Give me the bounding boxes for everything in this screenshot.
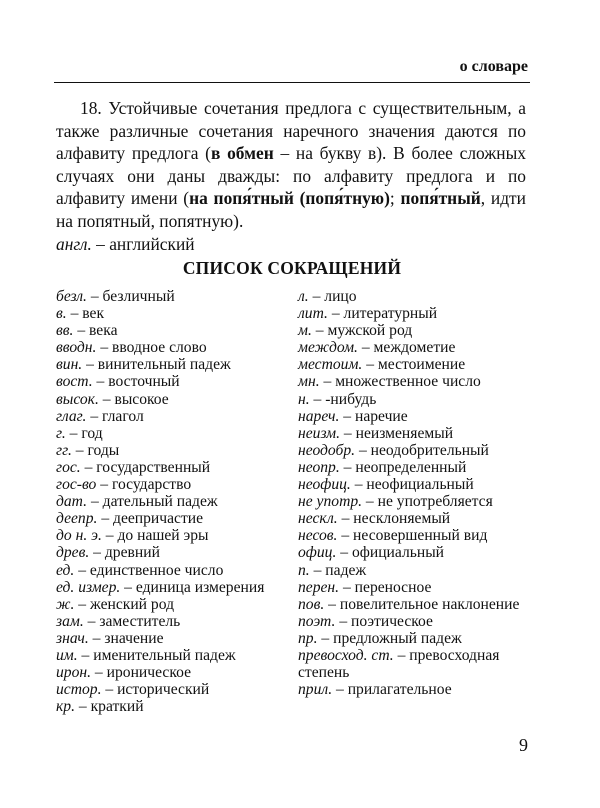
abbreviation-entry xyxy=(56,339,288,356)
abbreviation-definition: – несклоняемый xyxy=(337,510,451,528)
abbreviation-definition: – неопределенный xyxy=(339,458,467,476)
abbreviation-entry xyxy=(298,647,530,681)
abbreviation-definition: – государственный xyxy=(80,458,211,476)
abbreviation-entry xyxy=(298,373,530,390)
abbreviation-definition: – единственное число xyxy=(74,561,224,579)
abbreviation-term: ирон. xyxy=(56,664,92,682)
abbreviation-definition: – не употребляется xyxy=(362,493,493,511)
abbreviation-entry xyxy=(56,356,288,373)
abbreviation-definition: – несовершенный вид xyxy=(337,527,488,545)
abbreviation-entry xyxy=(298,476,530,493)
abbreviation-entry xyxy=(56,681,288,698)
para-abbr-def: – английский xyxy=(91,233,195,254)
abbreviation-entry xyxy=(56,408,288,425)
abbreviation-entry xyxy=(298,510,530,527)
para-text-2: – на букву в). В более сложных случаях они даны дважды: по алфавиту предлога и по алфавиту имени ( xyxy=(56,143,526,209)
abbreviation-entry xyxy=(56,562,288,579)
abbreviation-term: гос. xyxy=(56,458,81,476)
abbreviation-term: несов. xyxy=(298,527,338,545)
section-title: СПИСОК СОКРАЩЕНИЙ xyxy=(182,258,402,278)
abbreviation-entry xyxy=(298,442,530,459)
abbreviation-term: неофиц. xyxy=(298,476,351,494)
abbreviation-term: древ. xyxy=(56,544,90,562)
abbreviation-term: г. xyxy=(56,424,66,442)
abbreviation-term: офиц. xyxy=(298,544,337,562)
abbreviation-definition: – века xyxy=(73,322,118,340)
abbreviation-entry xyxy=(298,459,530,476)
para-text-4: , идти на попятный, попятную). xyxy=(56,188,526,231)
abbreviation-entry xyxy=(298,425,530,442)
abbreviation-entry xyxy=(56,647,288,664)
abbreviation-entry xyxy=(56,305,288,322)
abbreviation-definition: – поэтическое xyxy=(335,612,433,630)
abbreviation-entry xyxy=(56,510,288,527)
abbreviation-term: вв. xyxy=(56,322,74,340)
abbreviation-entry xyxy=(56,596,288,613)
abbreviation-term: гос-во xyxy=(56,476,97,494)
abbreviation-term: лит. xyxy=(298,305,328,323)
abbreviation-definition: – ироническое xyxy=(91,664,192,682)
header-rule xyxy=(54,82,530,83)
abbreviation-term: неодобр. xyxy=(298,441,356,459)
abbreviation-definition: – местоимение xyxy=(362,356,466,374)
abbreviation-definition: – -нибудь xyxy=(309,390,377,408)
abbreviation-definition: – до нашей эры xyxy=(101,527,209,545)
abbreviation-definition: – междометие xyxy=(357,339,456,357)
abbreviation-definition: – заместитель xyxy=(83,612,181,630)
abbreviation-entry xyxy=(298,579,530,596)
abbreviation-term: прил. xyxy=(298,681,333,699)
abbreviation-term: ед. измер. xyxy=(56,578,121,596)
abbreviation-entry xyxy=(56,613,288,630)
abbreviation-term: нареч. xyxy=(298,407,340,425)
abbreviation-term: нескл. xyxy=(298,510,338,528)
abbreviation-entry xyxy=(298,408,530,425)
abbreviation-definition: – исторический xyxy=(101,681,210,699)
abbreviation-definition: – официальный xyxy=(336,544,445,562)
abbreviation-definition: – предложный падеж xyxy=(317,629,462,647)
abbreviation-term: мн. xyxy=(298,373,320,391)
abbreviation-entry xyxy=(298,305,530,322)
abbreviation-entry xyxy=(56,527,288,544)
abbreviation-definition: – годы xyxy=(71,441,120,459)
abbreviation-term: вост. xyxy=(56,373,93,391)
abbreviation-definition: – повелительное наклонение xyxy=(324,595,520,613)
para-text-1: 18. Устойчивые сочетания предлога с существительным, а также различные сочетания наречного значения даются по алфавиту предлога ( xyxy=(56,98,526,164)
para-bold-3: попя́тный xyxy=(400,188,481,209)
abbreviation-term: истор. xyxy=(56,681,102,699)
abbreviation-entry xyxy=(298,681,530,698)
abbreviation-term: п. xyxy=(298,561,310,579)
abbreviation-term: высок. xyxy=(56,390,99,408)
abbreviation-entry xyxy=(56,442,288,459)
abbreviation-term: междом. xyxy=(298,339,358,357)
abbreviation-term: м. xyxy=(298,322,312,340)
abbreviation-entry xyxy=(56,630,288,647)
abbreviation-term: вин. xyxy=(56,356,83,374)
abbreviation-definition: – древний xyxy=(89,544,160,562)
abbreviations-left-column xyxy=(56,288,288,715)
abbreviation-entry xyxy=(56,579,288,596)
abbreviation-entry xyxy=(298,493,530,510)
abbreviation-entry xyxy=(56,425,288,442)
abbreviation-term: перен. xyxy=(298,578,340,596)
abbreviation-term: л. xyxy=(298,288,309,305)
page-number: 9 xyxy=(519,735,528,755)
abbreviation-term: н. xyxy=(298,390,310,408)
abbreviation-term: вводн. xyxy=(56,339,97,357)
abbreviation-definition: – неофициальный xyxy=(350,476,474,494)
abbreviation-term: не употр. xyxy=(298,493,363,511)
abbreviation-term: гг. xyxy=(56,441,72,459)
abbreviation-definition: – переносное xyxy=(339,578,432,596)
abbreviation-entry xyxy=(56,373,288,390)
abbreviation-definition: – государство xyxy=(96,476,192,494)
abbreviation-term: глаг. xyxy=(56,407,87,425)
abbreviation-definition: – безличный xyxy=(86,288,175,305)
para-bold-1: в обмен xyxy=(210,143,274,164)
abbreviation-definition: – высокое xyxy=(98,390,169,408)
abbreviation-term: деепр. xyxy=(56,510,98,528)
abbreviation-definition: – краткий xyxy=(75,698,144,716)
abbreviation-definition: – значение xyxy=(88,629,164,647)
abbreviation-definition: – единица измерения xyxy=(120,578,265,596)
abbreviation-term: пов. xyxy=(298,595,325,613)
abbreviation-entry xyxy=(56,391,288,408)
abbreviation-definition: – век xyxy=(66,305,105,323)
running-head: о словаре xyxy=(459,58,528,75)
abbreviation-entry xyxy=(56,544,288,561)
abbreviation-entry xyxy=(56,322,288,339)
abbreviation-term: поэт. xyxy=(298,612,336,630)
abbreviation-entry xyxy=(298,596,530,613)
paragraph-18 xyxy=(56,97,526,255)
abbreviation-entry xyxy=(298,562,530,579)
abbreviation-entry xyxy=(56,698,288,715)
abbreviation-definition: – наречие xyxy=(339,407,408,425)
abbreviation-definition: – дательный падеж xyxy=(87,493,218,511)
abbreviation-definition: – женский род xyxy=(74,595,174,613)
abbreviation-entry xyxy=(298,288,530,305)
abbreviation-term: неизм. xyxy=(298,424,340,442)
abbreviation-term: пр. xyxy=(298,629,318,647)
abbreviation-entry xyxy=(298,339,530,356)
abbreviation-term: в. xyxy=(56,305,67,323)
abbreviation-definition: – множественное число xyxy=(319,373,481,391)
para-text-3: ; xyxy=(389,188,401,209)
abbreviations-right-column xyxy=(298,288,530,698)
abbreviation-entry xyxy=(56,288,288,305)
abbreviation-term: знач. xyxy=(56,629,89,647)
abbreviation-definition: – литературный xyxy=(327,305,438,323)
abbreviation-entry xyxy=(298,527,530,544)
abbreviation-definition: – мужской род xyxy=(311,322,413,340)
abbreviation-entry xyxy=(298,356,530,373)
abbreviation-term: ж. xyxy=(56,595,75,613)
abbreviation-definition: – именительный падеж xyxy=(77,646,236,664)
abbreviation-entry xyxy=(298,391,530,408)
abbreviation-entry xyxy=(56,476,288,493)
abbreviation-term: до н. э. xyxy=(56,527,102,545)
abbreviation-entry xyxy=(56,664,288,681)
abbreviation-definition: – вводное слово xyxy=(96,339,207,357)
abbreviation-term: неопр. xyxy=(298,458,340,476)
abbreviation-entry xyxy=(56,459,288,476)
abbreviation-term: местоим. xyxy=(298,356,363,374)
para-abbr: англ. xyxy=(56,233,92,254)
abbreviation-definition: – неодобрительный xyxy=(355,441,489,459)
abbreviation-definition: – глагол xyxy=(86,407,144,425)
abbreviation-term: превосход. ст. xyxy=(298,646,394,664)
abbreviation-term: кр. xyxy=(56,698,75,716)
abbreviation-definition: – превосходная степень xyxy=(298,646,500,682)
abbreviation-entry xyxy=(298,322,530,339)
abbreviation-definition: – винительный падеж xyxy=(82,356,231,374)
abbreviation-term: безл. xyxy=(56,288,87,305)
abbreviation-term: им. xyxy=(56,646,78,664)
abbreviation-entry xyxy=(298,630,530,647)
abbreviation-entry xyxy=(56,493,288,510)
abbreviation-definition: – деепричастие xyxy=(97,510,204,528)
abbreviation-entry xyxy=(298,544,530,561)
abbreviation-definition: – лицо xyxy=(308,288,357,305)
abbreviation-term: дат. xyxy=(56,493,88,511)
abbreviation-term: зам. xyxy=(56,612,84,630)
abbreviation-definition: – падеж xyxy=(309,561,367,579)
abbreviation-entry xyxy=(298,613,530,630)
abbreviation-definition: – неизменяемый xyxy=(340,424,454,442)
abbreviation-term: ед. xyxy=(56,561,75,579)
abbreviation-definition: – год xyxy=(65,424,103,442)
abbreviation-definition: – восточный xyxy=(92,373,180,391)
para-bold-2: на попя́тный (попя́тную) xyxy=(189,188,390,209)
abbreviation-definition: – прилагательное xyxy=(332,681,452,699)
